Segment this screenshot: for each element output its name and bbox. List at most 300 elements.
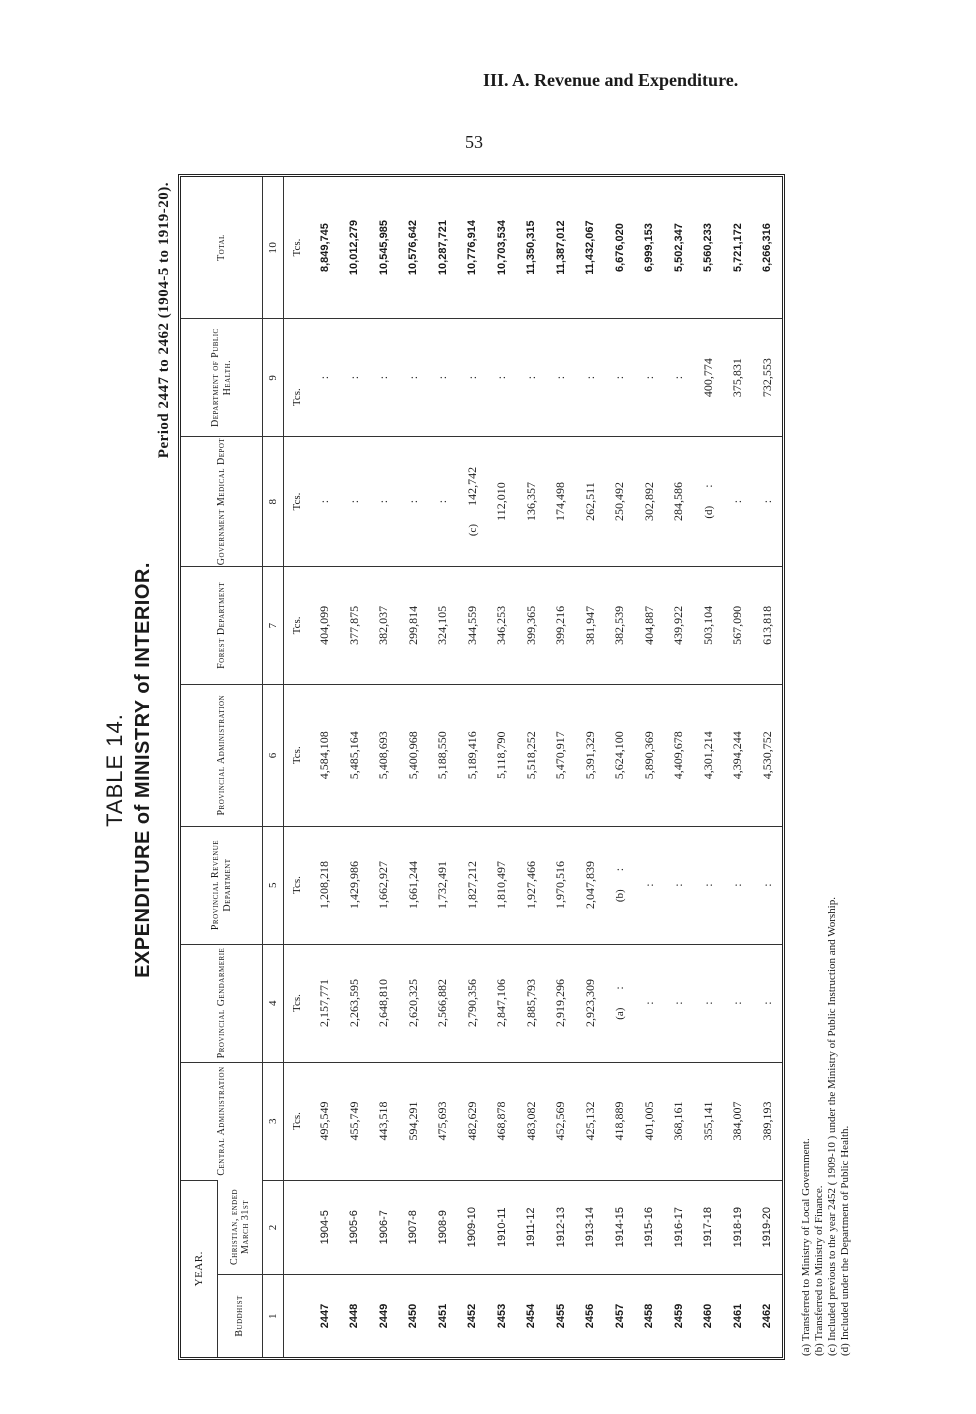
cell-ce [428,1180,458,1274]
cell-value: 2,620,325 [405,979,420,1028]
cell-c9 [546,319,576,437]
cell-c8 [723,437,753,567]
table-row [605,177,635,1357]
footnote: (a) Transferred to Ministry of Local Government. [800,1138,812,1356]
cell-c8 [517,437,547,567]
cell-value: 475,693 [435,1101,450,1141]
col-header-6: Provincial Administration [181,684,263,826]
expenditure-table-frame [178,174,785,1360]
cell-value: 5,400,968 [405,731,420,780]
rotated-table-page [100,160,880,1360]
cell-value: 10,776,914 [466,220,479,276]
cell-value: 2450 [407,1303,420,1329]
cell-c9 [340,319,370,437]
col-header-7: Forest Department [181,566,263,684]
cell-c3 [605,1062,635,1180]
col-number-5: 5 [263,826,284,944]
cell-value: : [494,375,509,380]
cell-c6 [664,684,694,826]
cell-value: 495,549 [317,1101,332,1141]
cell-be [635,1274,665,1357]
cell-value: 1,927,466 [523,861,538,910]
cell-value: : [759,883,774,887]
cell-c6 [605,684,635,826]
cell-c3 [399,1062,429,1180]
cell-value: 262,511 [582,482,597,521]
table-row [487,177,517,1357]
cell-value: 5,408,693 [376,731,391,780]
cell-value: 5,118,790 [494,731,509,779]
cell-c10 [399,177,429,319]
cell-c4 [723,944,753,1062]
cell-c10 [723,177,753,319]
cell-value: 468,878 [494,1101,509,1141]
cell-value: 1905-6 [348,1210,361,1245]
cell-c10 [546,177,576,319]
cell-c7 [517,566,547,684]
cell-c5 [399,826,429,944]
cell-c7 [664,566,694,684]
cell-value: : [759,499,774,504]
cell-c6 [428,684,458,826]
cell-value: 4,394,244 [730,731,745,780]
footnote: (c) Included previous to the year 2452 ( 1909-10 ) under the Ministry of Public Instruction and Worship. [826,897,838,1356]
col-number-4: 4 [263,944,284,1062]
cell-c10 [694,177,724,319]
cell-value: 375,831 [730,358,745,398]
cell-value: 2449 [377,1303,390,1329]
page-number: 53 [465,132,483,152]
cell-value: : [317,499,332,504]
expenditure-table [181,177,782,1357]
cell-c4 [369,944,399,1062]
cell-c10 [487,177,517,319]
cell-value: 1913-14 [584,1207,597,1248]
cell-value: 4,301,214 [700,731,715,780]
cell-value: 1908-9 [436,1210,449,1245]
cell-value: 1911-12 [525,1207,538,1247]
cell-value: : [700,883,715,887]
cell-c10 [635,177,665,319]
cell-c6 [694,684,724,826]
table-row [546,177,576,1357]
cell-be [546,1274,576,1357]
units-row [284,177,311,1357]
cell-c4 [546,944,576,1062]
footnote-ref: (b) [614,889,627,903]
cell-be [664,1274,694,1357]
col-header-2: Christian, ended March 31st [218,1180,263,1274]
cell-value: : [346,375,361,380]
cell-c9 [428,319,458,437]
cell-value: 404,099 [317,605,332,645]
cell-c9 [605,319,635,437]
cell-c8 [605,437,635,567]
table-row [694,177,724,1357]
cell-ce [576,1180,606,1274]
cell-c5 [517,826,547,944]
unit-label: Tcs. [284,566,311,684]
cell-value: : [376,375,391,380]
cell-value: : [700,484,715,488]
cell-value: 302,892 [641,482,656,522]
cell-value: 2448 [348,1303,361,1329]
table-row [517,177,547,1357]
cell-be [605,1274,635,1357]
cell-c9 [487,319,517,437]
cell-value: 1,662,927 [376,861,391,910]
cell-c9 [458,319,488,437]
col-number-3: 3 [263,1062,284,1180]
cell-value: 11,350,315 [525,220,538,275]
table-row [428,177,458,1357]
cell-c9 [369,319,399,437]
cell-value: 6,676,020 [613,223,626,273]
cell-c5 [487,826,517,944]
cell-value: 5,502,347 [672,223,685,273]
cell-be [576,1274,606,1357]
table-row [753,177,783,1357]
cell-c8 [576,437,606,567]
cell-value: 2457 [613,1303,626,1329]
cell-value: 732,553 [759,358,774,398]
cell-c5 [458,826,488,944]
cell-value: 1910-11 [495,1207,508,1247]
cell-value: 5,721,172 [731,223,744,273]
table-row [635,177,665,1357]
cell-c6 [635,684,665,826]
cell-c10 [753,177,783,319]
cell-c3 [546,1062,576,1180]
cell-value: 2447 [318,1303,331,1329]
cell-c3 [310,1062,340,1180]
cell-value: 324,105 [435,605,450,645]
footnotes [800,456,852,1356]
col-header-5: Provincial Revenue Department [181,826,263,944]
cell-value: 1914-15 [613,1207,626,1248]
cell-ce [635,1180,665,1274]
cell-value: 418,889 [612,1101,627,1141]
cell-value: 2454 [525,1303,538,1329]
cell-c8 [310,437,340,567]
unit-label: Tcs. [284,1062,311,1180]
cell-be [487,1274,517,1357]
cell-c6 [546,684,576,826]
cell-c5 [753,826,783,944]
cell-c7 [310,566,340,684]
cell-c3 [487,1062,517,1180]
cell-value: 503,104 [700,605,715,645]
cell-value: 2461 [731,1303,744,1329]
cell-c8 [340,437,370,567]
cell-value: 452,569 [553,1101,568,1141]
cell-value: 1909-10 [466,1207,479,1248]
cell-c9 [635,319,665,437]
cell-value: 5,470,917 [553,731,568,780]
table-row [310,177,340,1357]
cell-value: 6,266,316 [761,223,774,273]
cell-value: : [730,499,745,504]
table-label: TABLE 14. [102,713,127,827]
cell-value: : [700,1001,715,1005]
cell-c5 [694,826,724,944]
cell-value: 425,132 [582,1101,597,1141]
col-header-10: Total [181,177,263,319]
cell-c10 [310,177,340,319]
col-number-2: 2 [263,1180,284,1274]
cell-c5 [635,826,665,944]
cell-value: 483,082 [523,1101,538,1141]
year-group-header: YEAR. [181,1180,218,1357]
cell-value: : [346,499,361,504]
table-title: EXPENDITURE of MINISTRY of INTERIOR. [132,562,154,978]
cell-c9 [723,319,753,437]
cell-value: 1906-7 [377,1210,390,1245]
cell-c5 [576,826,606,944]
col-header-9: Department of Public Health. [181,319,263,437]
cell-c4 [605,944,635,1062]
col-number-10: 10 [263,177,284,319]
table-row [664,177,694,1357]
col-number-6: 6 [263,684,284,826]
cell-be [310,1274,340,1357]
cell-c4 [694,944,724,1062]
cell-value: 1,208,218 [317,861,332,910]
col-number-9: 9 [263,319,284,437]
cell-value: 2455 [554,1303,567,1329]
cell-c7 [340,566,370,684]
unit-label: Tcs. [284,944,311,1062]
unit-label: Tcs. [291,238,303,257]
cell-c3 [723,1062,753,1180]
cell-value: : [641,1001,656,1005]
cell-value: 344,559 [464,605,479,645]
cell-value: 5,189,416 [464,731,479,780]
unit-label: Tcs. [284,826,311,944]
cell-c6 [369,684,399,826]
cell-c5 [369,826,399,944]
cell-value: 6,999,153 [643,223,656,273]
cell-c4 [428,944,458,1062]
cell-c7 [399,566,429,684]
cell-value: 2458 [643,1303,656,1329]
table-row [340,177,370,1357]
cell-c6 [487,684,517,826]
col-header-3: Central Administration [181,1062,263,1180]
cell-value: : [523,375,538,380]
cell-value: 8,849,745 [318,223,331,273]
cell-c4 [635,944,665,1062]
cell-c4 [753,944,783,1062]
cell-value: 1904-5 [318,1210,331,1245]
cell-c6 [753,684,783,826]
cell-value: : [671,375,686,380]
cell-value: 1,970,516 [553,861,568,910]
cell-c8 [487,437,517,567]
cell-ce [458,1180,488,1274]
cell-value: 482,629 [464,1101,479,1141]
cell-c10 [605,177,635,319]
cell-c3 [576,1062,606,1180]
cell-value: 10,703,534 [495,220,508,276]
cell-value: 2,885,793 [523,979,538,1028]
cell-value: 384,007 [730,1101,745,1141]
cell-c9 [753,319,783,437]
cell-ce [399,1180,429,1274]
cell-value: 346,253 [494,605,509,645]
cell-c6 [340,684,370,826]
cell-be [458,1274,488,1357]
cell-c4 [399,944,429,1062]
cell-c9 [694,319,724,437]
cell-c4 [487,944,517,1062]
cell-value: 1907-8 [407,1210,420,1245]
cell-value: : [671,883,686,887]
period-subtitle: Period 2447 to 2462 (1904-5 to 1919-20). [156,182,172,459]
cell-value: 381,947 [582,605,597,645]
cell-ce [487,1180,517,1274]
cell-value: 2,923,309 [582,979,597,1028]
cell-c6 [458,684,488,826]
cell-c9 [664,319,694,437]
cell-value: : [641,375,656,380]
cell-c7 [369,566,399,684]
cell-value: 4,409,678 [671,731,686,780]
cell-value: 142,742 [464,466,479,506]
cell-c7 [546,566,576,684]
cell-be [340,1274,370,1357]
footnote-ref: (d) [702,505,715,519]
cell-c6 [723,684,753,826]
cell-be [517,1274,547,1357]
cell-c8 [664,437,694,567]
cell-c9 [576,319,606,437]
cell-value: 1916-17 [672,1207,685,1248]
cell-value: 439,922 [671,605,686,645]
cell-value: 399,365 [523,605,538,645]
cell-value: 10,287,721 [436,220,449,276]
table-row [576,177,606,1357]
cell-c8 [546,437,576,567]
cell-c3 [635,1062,665,1180]
cell-c8 [635,437,665,567]
cell-value: 1912-13 [554,1207,567,1248]
cell-c4 [576,944,606,1062]
cell-value: : [317,375,332,380]
cell-c5 [546,826,576,944]
cell-value: 4,584,108 [317,731,332,780]
cell-c3 [458,1062,488,1180]
cell-c4 [310,944,340,1062]
cell-c5 [340,826,370,944]
cell-value: 174,498 [553,482,568,522]
cell-be [369,1274,399,1357]
cell-c6 [399,684,429,826]
cell-value: : [641,883,656,887]
cell-c9 [310,319,340,437]
cell-value: 5,624,100 [612,731,627,780]
cell-c10 [340,177,370,319]
cell-value: 5,560,233 [702,223,715,273]
cell-ce [723,1180,753,1274]
cell-c8 [458,437,488,567]
cell-ce [546,1180,576,1274]
cell-be [428,1274,458,1357]
cell-c7 [753,566,783,684]
cell-c10 [369,177,399,319]
cell-value: 2,263,595 [346,979,361,1028]
cell-value: 136,357 [523,482,538,522]
cell-c6 [517,684,547,826]
cell-c8 [428,437,458,567]
unit-label: Tcs. [284,684,311,826]
cell-value: : [405,499,420,504]
cell-value: : [435,375,450,380]
cell-value: 355,141 [700,1101,715,1141]
cell-value: : [553,375,568,380]
cell-value: 2,919,296 [553,979,568,1028]
col-header-4: Provincial Gendarmerie [181,944,263,1062]
cell-c3 [428,1062,458,1180]
cell-c9 [399,319,429,437]
cell-value: 404,887 [641,605,656,645]
cell-value: 567,090 [730,605,745,645]
cell-value: 2,566,882 [435,979,450,1028]
cell-value: 5,485,164 [346,731,361,780]
unit-label: Tcs. [284,319,311,437]
cell-c7 [723,566,753,684]
cell-value: 389,193 [759,1101,774,1141]
cell-value: 2,847,106 [494,979,509,1028]
cell-c5 [428,826,458,944]
cell-c7 [428,566,458,684]
cell-c3 [694,1062,724,1180]
table-row [723,177,753,1357]
cell-value: 400,774 [700,358,715,398]
col-header-8: Government Medical Depot [181,437,263,567]
cell-ce [517,1180,547,1274]
col-number-7: 7 [263,566,284,684]
table-row [458,177,488,1357]
cell-value: 399,216 [553,605,568,645]
cell-value: 2460 [702,1303,715,1329]
cell-value: 1,810,497 [494,861,509,910]
cell-c5 [723,826,753,944]
cell-value: 443,518 [376,1101,391,1141]
cell-value: 10,576,642 [407,220,420,276]
cell-value: 5,391,329 [582,731,597,780]
footnote-ref: (a) [614,1007,627,1020]
cell-ce [753,1180,783,1274]
cell-c4 [340,944,370,1062]
cell-be [723,1274,753,1357]
cell-value: : [612,375,627,380]
cell-value: : [405,375,420,380]
cell-c7 [576,566,606,684]
cell-value: 613,818 [759,605,774,645]
empty-cell [284,1180,311,1274]
cell-value: 2462 [761,1303,774,1329]
cell-c3 [369,1062,399,1180]
cell-c4 [458,944,488,1062]
cell-ce [340,1180,370,1274]
cell-value: 382,037 [376,605,391,645]
cell-ce [694,1180,724,1274]
cell-value: 1915-16 [643,1207,656,1248]
cell-c10 [458,177,488,319]
cell-value: 11,432,067 [584,220,597,275]
cell-value: : [671,1001,686,1005]
